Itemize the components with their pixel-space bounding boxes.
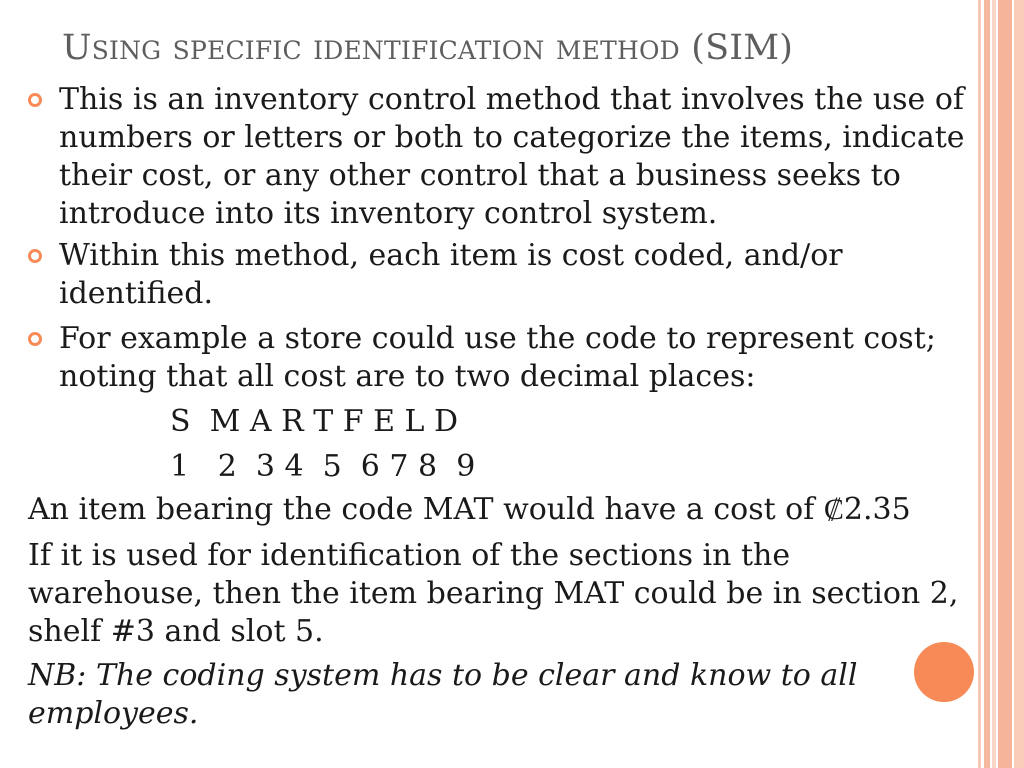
border-stripe xyxy=(998,0,1012,768)
bullet-text: Within this method, each item is cost coded, and/or identified. xyxy=(59,238,843,311)
code-digits: 1 2 3 4 5 6 7 8 9 xyxy=(170,449,476,484)
note-paragraph: NB: The coding system has to be clear and know to all employees. xyxy=(28,658,858,731)
border-stripe xyxy=(984,0,990,768)
bullet-text: For example a store could use the code to represent cost; noting that all cost are to two decimal places: xyxy=(59,321,936,394)
circle-bullet-icon xyxy=(27,92,43,108)
slide-title: Using specific identification method (SIM) xyxy=(62,28,794,68)
border-stripe xyxy=(978,0,981,768)
circle-bullet-icon xyxy=(27,331,43,347)
border-stripe xyxy=(992,0,996,768)
border-stripe xyxy=(1014,0,1024,768)
bullet-text: This is an inventory control method that involves the use of numbers or letters or both to categorize the items, indicate their cost, or any other control that a business seeks to introduce into its inventory control system. xyxy=(59,82,965,231)
example-paragraph: An item bearing the code MAT would have a cost of ₡2.35 xyxy=(28,492,911,527)
identification-paragraph: If it is used for identification of the sections in the warehouse, then the item bearing MAT could be in section 2, shelf #3 and slot 5. xyxy=(28,538,959,649)
circle-bullet-icon xyxy=(27,248,43,264)
code-letters: S M A R T F E L D xyxy=(170,404,459,439)
orange-circle xyxy=(914,642,974,702)
